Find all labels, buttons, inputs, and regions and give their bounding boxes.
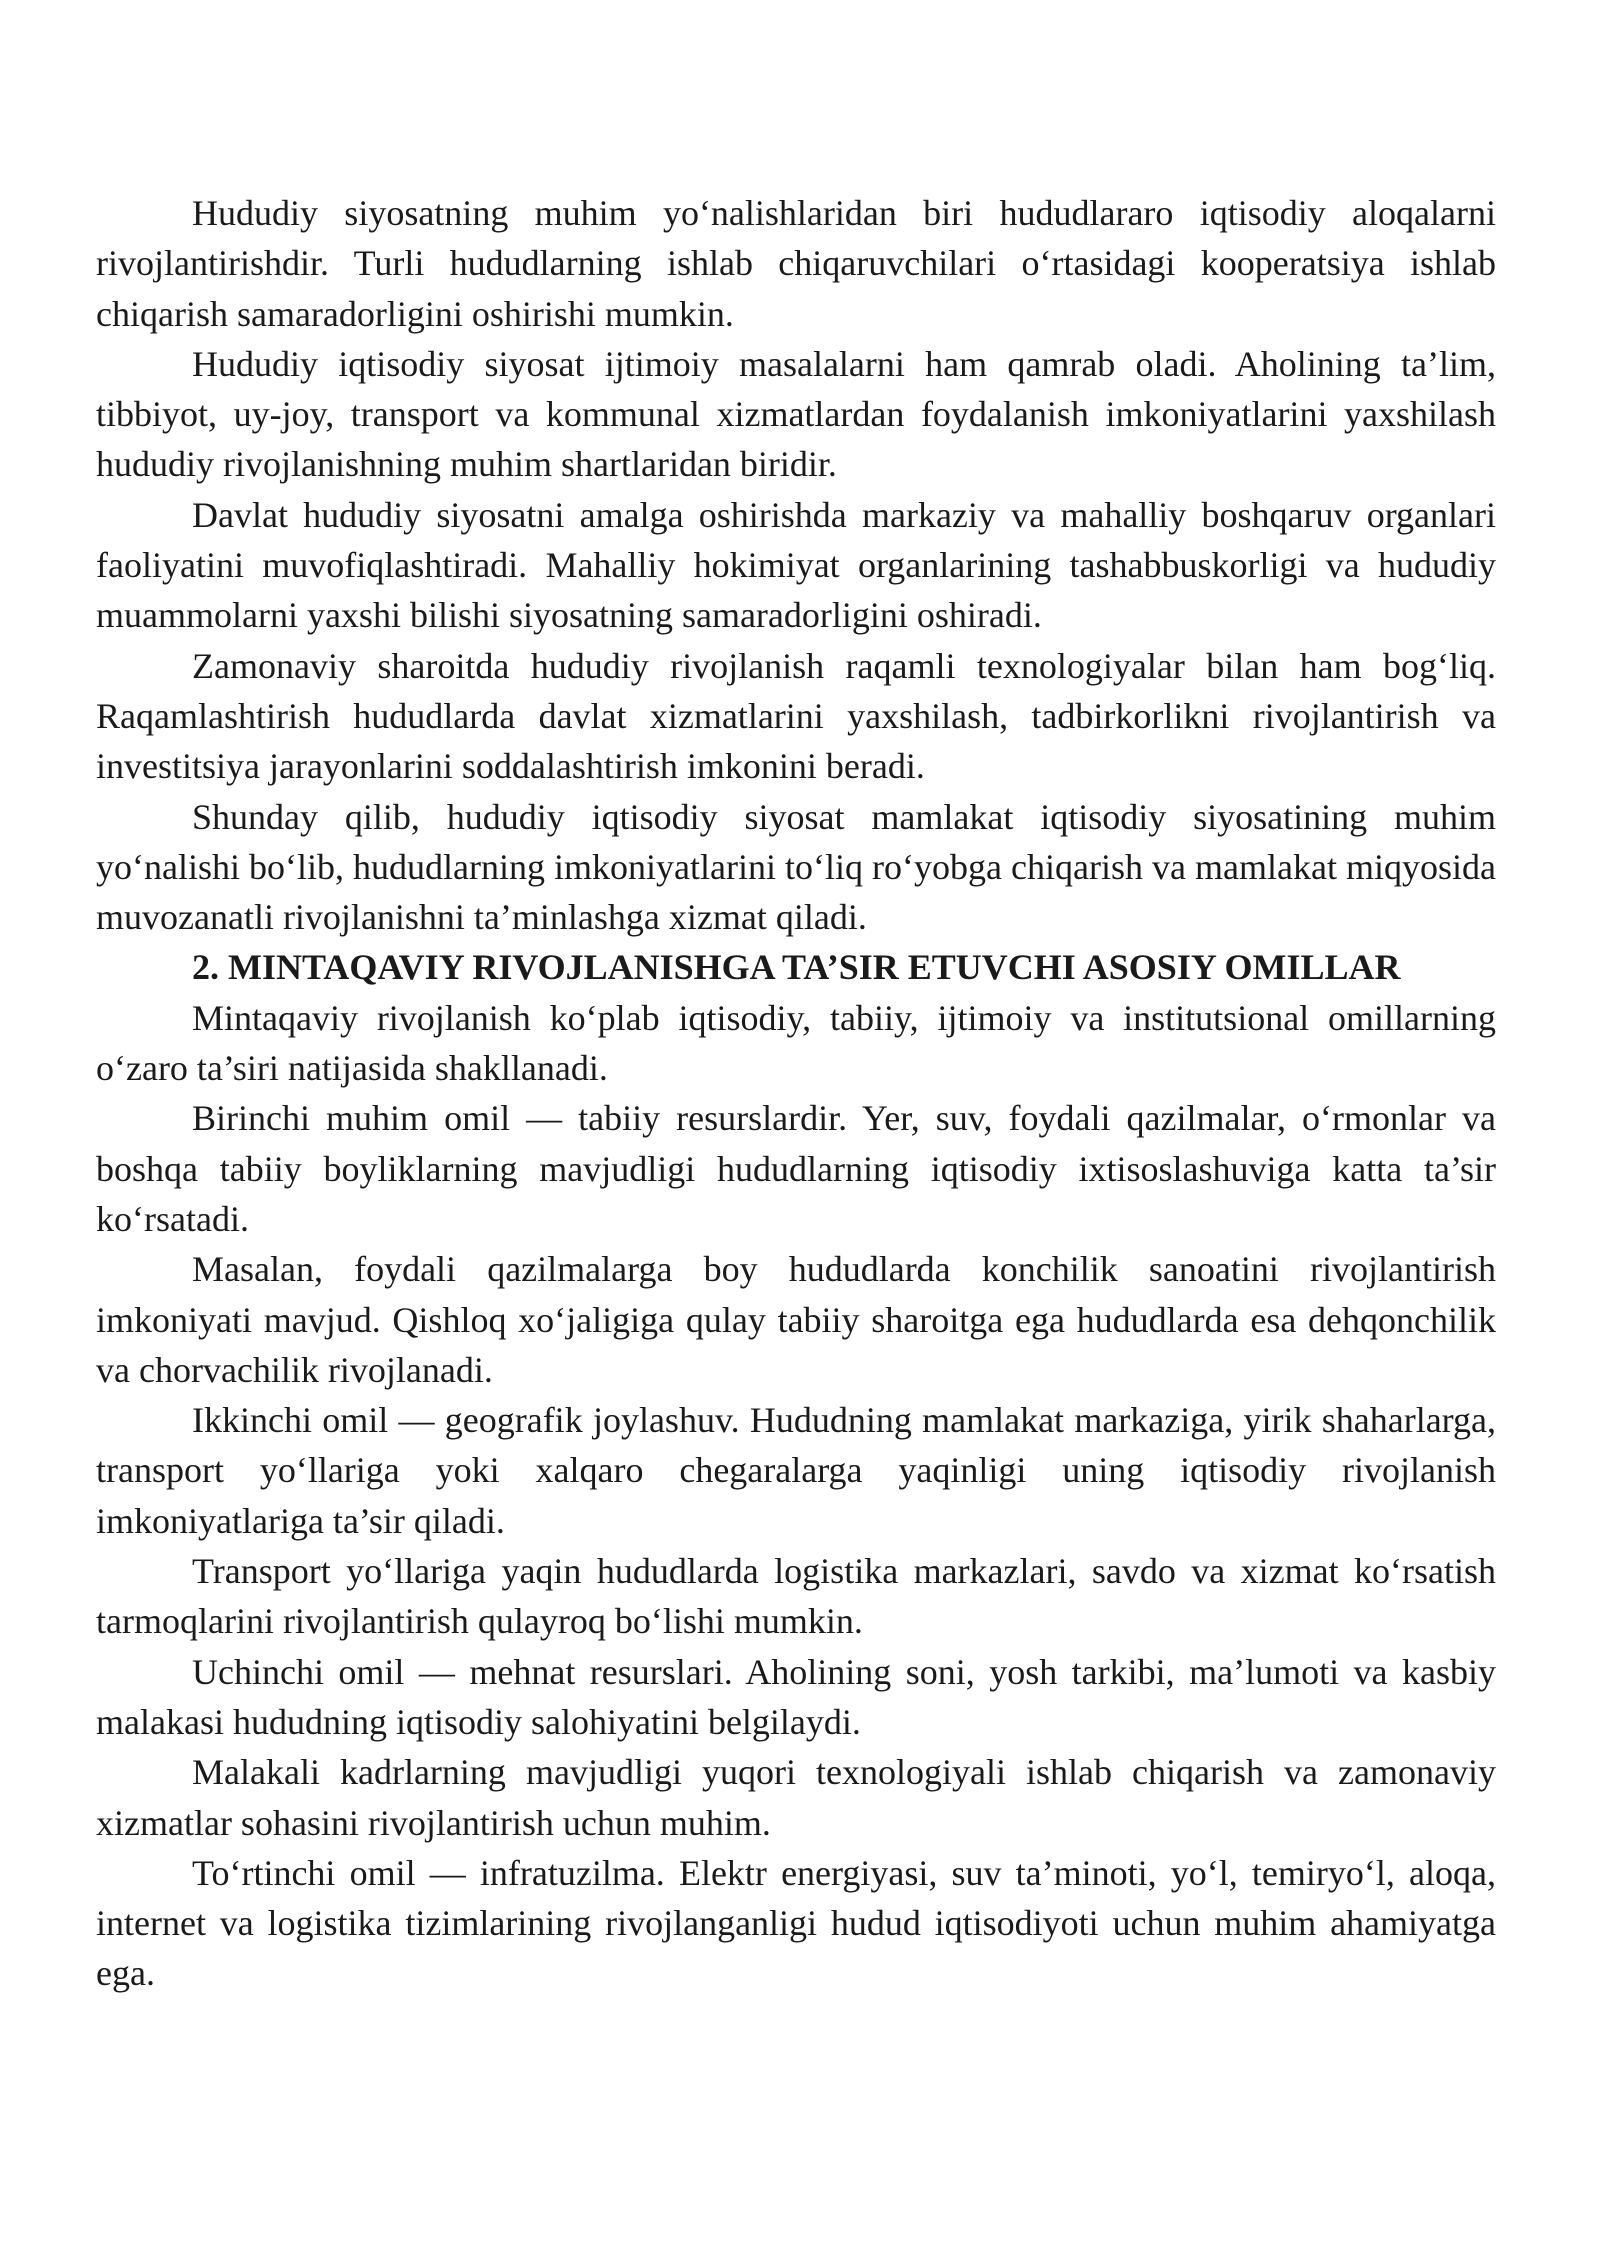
paragraph: Shunday qilib, hududiy iqtisodiy siyosat mamlakat iqtisodiy siyosatining muhim yo‘nalishi bo‘lib, hududlarning imkoniyatlarini to‘liq ro‘yobga chiqarish va mamlakat miqyosida muvozanatli rivojlanishni ta’minlashga xizmat qiladi. [96, 796, 1496, 938]
paragraph: Davlat hududiy siyosatni amalga oshirishda markaziy va mahalliy boshqaruv organlari faoliyatini muvofiqlashtiradi. Mahalliy hokimiyat organlarining tashabbuskorligi va hududiy muammolarni yaxshi bilishi siyosatning samaradorligini oshiradi. [96, 494, 1496, 636]
paragraph: Transport yo‘llariga yaqin hududlarda logistika markazlari, savdo va xizmat ko‘rsatish tarmoqlarini rivojlantirish qulayroq bo‘lishi mumkin. [96, 1551, 1496, 1642]
paragraph: Malakali kadrlarning mavjudligi yuqori texnologiyali ishlab chiqarish va zamonaviy xizmatlar sohasini rivojlantirish uchun muhim. [96, 1752, 1496, 1843]
paragraph: Zamonaviy sharoitda hududiy rivojlanish raqamli texnologiyalar bilan ham bog‘liq. Raqamlashtirish hududlarda davlat xizmatlarini yaxshilash, tadbirkorlikni rivojlantirish va investitsiya jarayonlarini soddalashtirish imkonini beradi. [96, 645, 1496, 787]
section-heading: 2. MINTAQAVIY RIVOJLANISHGA TA’SIR ETUVCHI ASOSIY OMILLAR [192, 947, 1401, 988]
paragraph: Uchinchi omil — mehnat resurslari. Aholining soni, yosh tarkibi, ma’lumoti va kasbiy malakasi hududning iqtisodiy salohiyatini belgilaydi. [96, 1651, 1496, 1742]
paragraph: Masalan, foydali qazilmalarga boy hududlarda konchilik sanoatini rivojlantirish imkoniyati mavjud. Qishloq xo‘jaligiga qulay tabiiy sharoitga ega hududlarda esa dehqonchilik va chorvachilik rivojlanadi. [96, 1249, 1496, 1390]
paragraph: Mintaqaviy rivojlanish ko‘plab iqtisodiy, tabiiy, ijtimoiy va institutsional omillarning o‘zaro ta’siri natijasida shakllanadi. [96, 997, 1496, 1089]
paragraph: Hududiy siyosatning muhim yo‘nalishlaridan biri hududlararo iqtisodiy aloqalarni rivojlantirishdir. Turli hududlarning ishlab chiqaruvchilari o‘rtasidagi kooperatsiya ishlab chiqarish samaradorligini oshirishi mumkin. [96, 193, 1496, 334]
document-page [96, 188, 1496, 1999]
paragraph: Birinchi muhim omil — tabiiy resurslardir. Yer, suv, foydali qazilmalar, o‘rmonlar va boshqa tabiiy boyliklarning mavjudligi hududlarning iqtisodiy ixtisoslashuviga katta ta’sir ko‘rsatadi. [96, 1098, 1496, 1239]
paragraph: Ikkinchi omil — geografik joylashuv. Hududning mamlakat markaziga, yirik shaharlarga, transport yo‘llariga yoki xalqaro chegaralarga yaqinligi uning iqtisodiy rivojlanish imkoniyatlariga ta’sir qiladi. [96, 1400, 1496, 1541]
paragraph: Hududiy iqtisodiy siyosat ijtimoiy masalalarni ham qamrab oladi. Aholining ta’lim, tibbiyot, uy-joy, transport va kommunal xizmatlardan foydalanish imkoniyatlarini yaxshilash hududiy rivojlanishning muhim shartlaridan biridir. [96, 343, 1496, 485]
paragraph: To‘rtinchi omil — infratuzilma. Elektr energiyasi, suv ta’minoti, yo‘l, temiryo‘l, aloqa, internet va logistika tizimlarining rivojlanganligi hudud iqtisodiyoti uchun muhim ahamiyatga ega. [96, 1852, 1496, 1994]
